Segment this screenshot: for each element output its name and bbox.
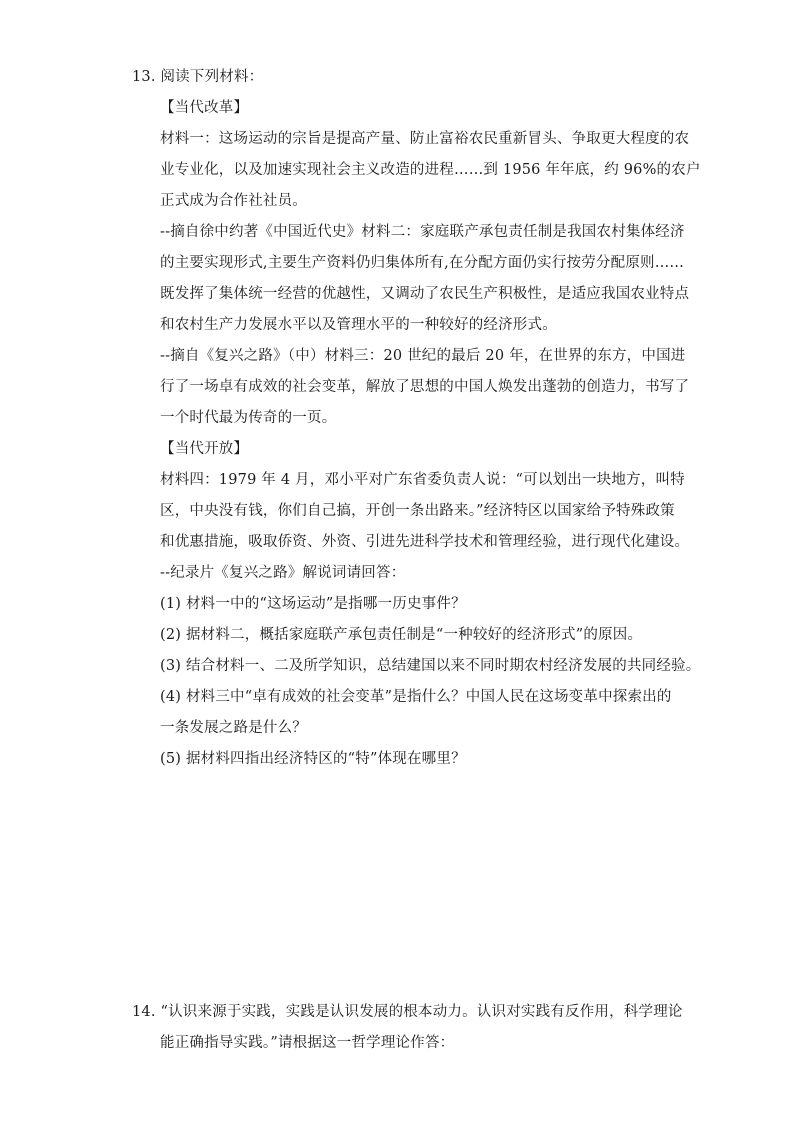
material-line: 行了一场卓有成效的社会变革，解放了思想的中国人焕发出蓬勃的创造力，书写了 <box>160 379 690 395</box>
sub-question-1: (1) 材料一中的“这场运动”是指哪一历史事件？ <box>160 596 466 612</box>
material-line: 业专业化，以及加速实现社会主义改造的进程……到 1956 年年底，约 96%的农户 <box>160 162 701 178</box>
question-text: “认识来源于实践，实践是认识发展的根本动力。认识对实践有反作用，科学理论 <box>160 1004 683 1020</box>
material-line: 材料一：这场运动的宗旨是提高产量、防止富裕农民重新冒头、争取更大程度的农 <box>160 131 690 147</box>
question-14-line-1 <box>132 1002 683 1022</box>
question-intro: 阅读下列材料： <box>160 69 264 85</box>
material-line: --摘自《复兴之路》（中）材料三：20 世纪的最后 20 年，在世界的东方，中国进 <box>160 348 686 364</box>
material-line: --摘自徐中约著《中国近代史》材料二：家庭联产承包责任制是我国农村集体经济 <box>160 224 685 240</box>
sub-question-4: (4) 材料三中“卓有成效的社会变革”是指什么？中国人民在这场变革中探索出的 <box>160 689 672 705</box>
sub-question-2: (2) 据材料二，概括家庭联产承包责任制是“一种较好的经济形式”的原因。 <box>160 627 643 643</box>
material-line: 材料四：1979 年 4 月，邓小平对广东省委负责人说：“可以划出一块地方，叫特 <box>160 472 685 488</box>
question-14-line-2: 能正确指导实践。”请根据这一哲学理论作答： <box>160 1035 455 1051</box>
question-number: 14. <box>132 1004 156 1020</box>
material-line: 一个时代最为传奇的一页。 <box>160 410 337 426</box>
material-line: 区，中央没有钱，你们自己搞，开创一条出路来。”经济特区以国家给予特殊政策 <box>160 503 675 519</box>
question-number: 13. <box>132 69 156 85</box>
section-heading-opening: 【当代开放】 <box>160 441 249 457</box>
sub-question-5: (5) 据材料四指出经济特区的“特”体现在哪里？ <box>160 751 466 767</box>
material-line: 正式成为合作社社员。 <box>160 193 307 209</box>
material-line: 和优惠措施，吸取侨资、外资、引进先进科学技术和管理经验，进行现代化建设。 <box>160 534 690 550</box>
sub-question-4-cont: 一条发展之路是什么？ <box>160 720 307 736</box>
material-line: --纪录片《复兴之路》解说词请回答： <box>160 565 406 581</box>
material-line: 既发挥了集体统一经营的优越性，又调动了农民生产积极性，是适应我国农业特点 <box>160 286 690 302</box>
question-13-header <box>132 67 263 87</box>
section-heading-reform: 【当代改革】 <box>160 100 249 116</box>
material-line: 和农村生产力发展水平以及管理水平的一种较好的经济形式。 <box>160 317 557 333</box>
material-line: 的主要实现形式,主要生产资料仍归集体所有,在分配方面仍实行按劳分配原则…… <box>160 255 685 271</box>
sub-question-3: (3) 结合材料一、二及所学知识，总结建国以来不同时期农村经济发展的共同经验。 <box>160 658 701 674</box>
